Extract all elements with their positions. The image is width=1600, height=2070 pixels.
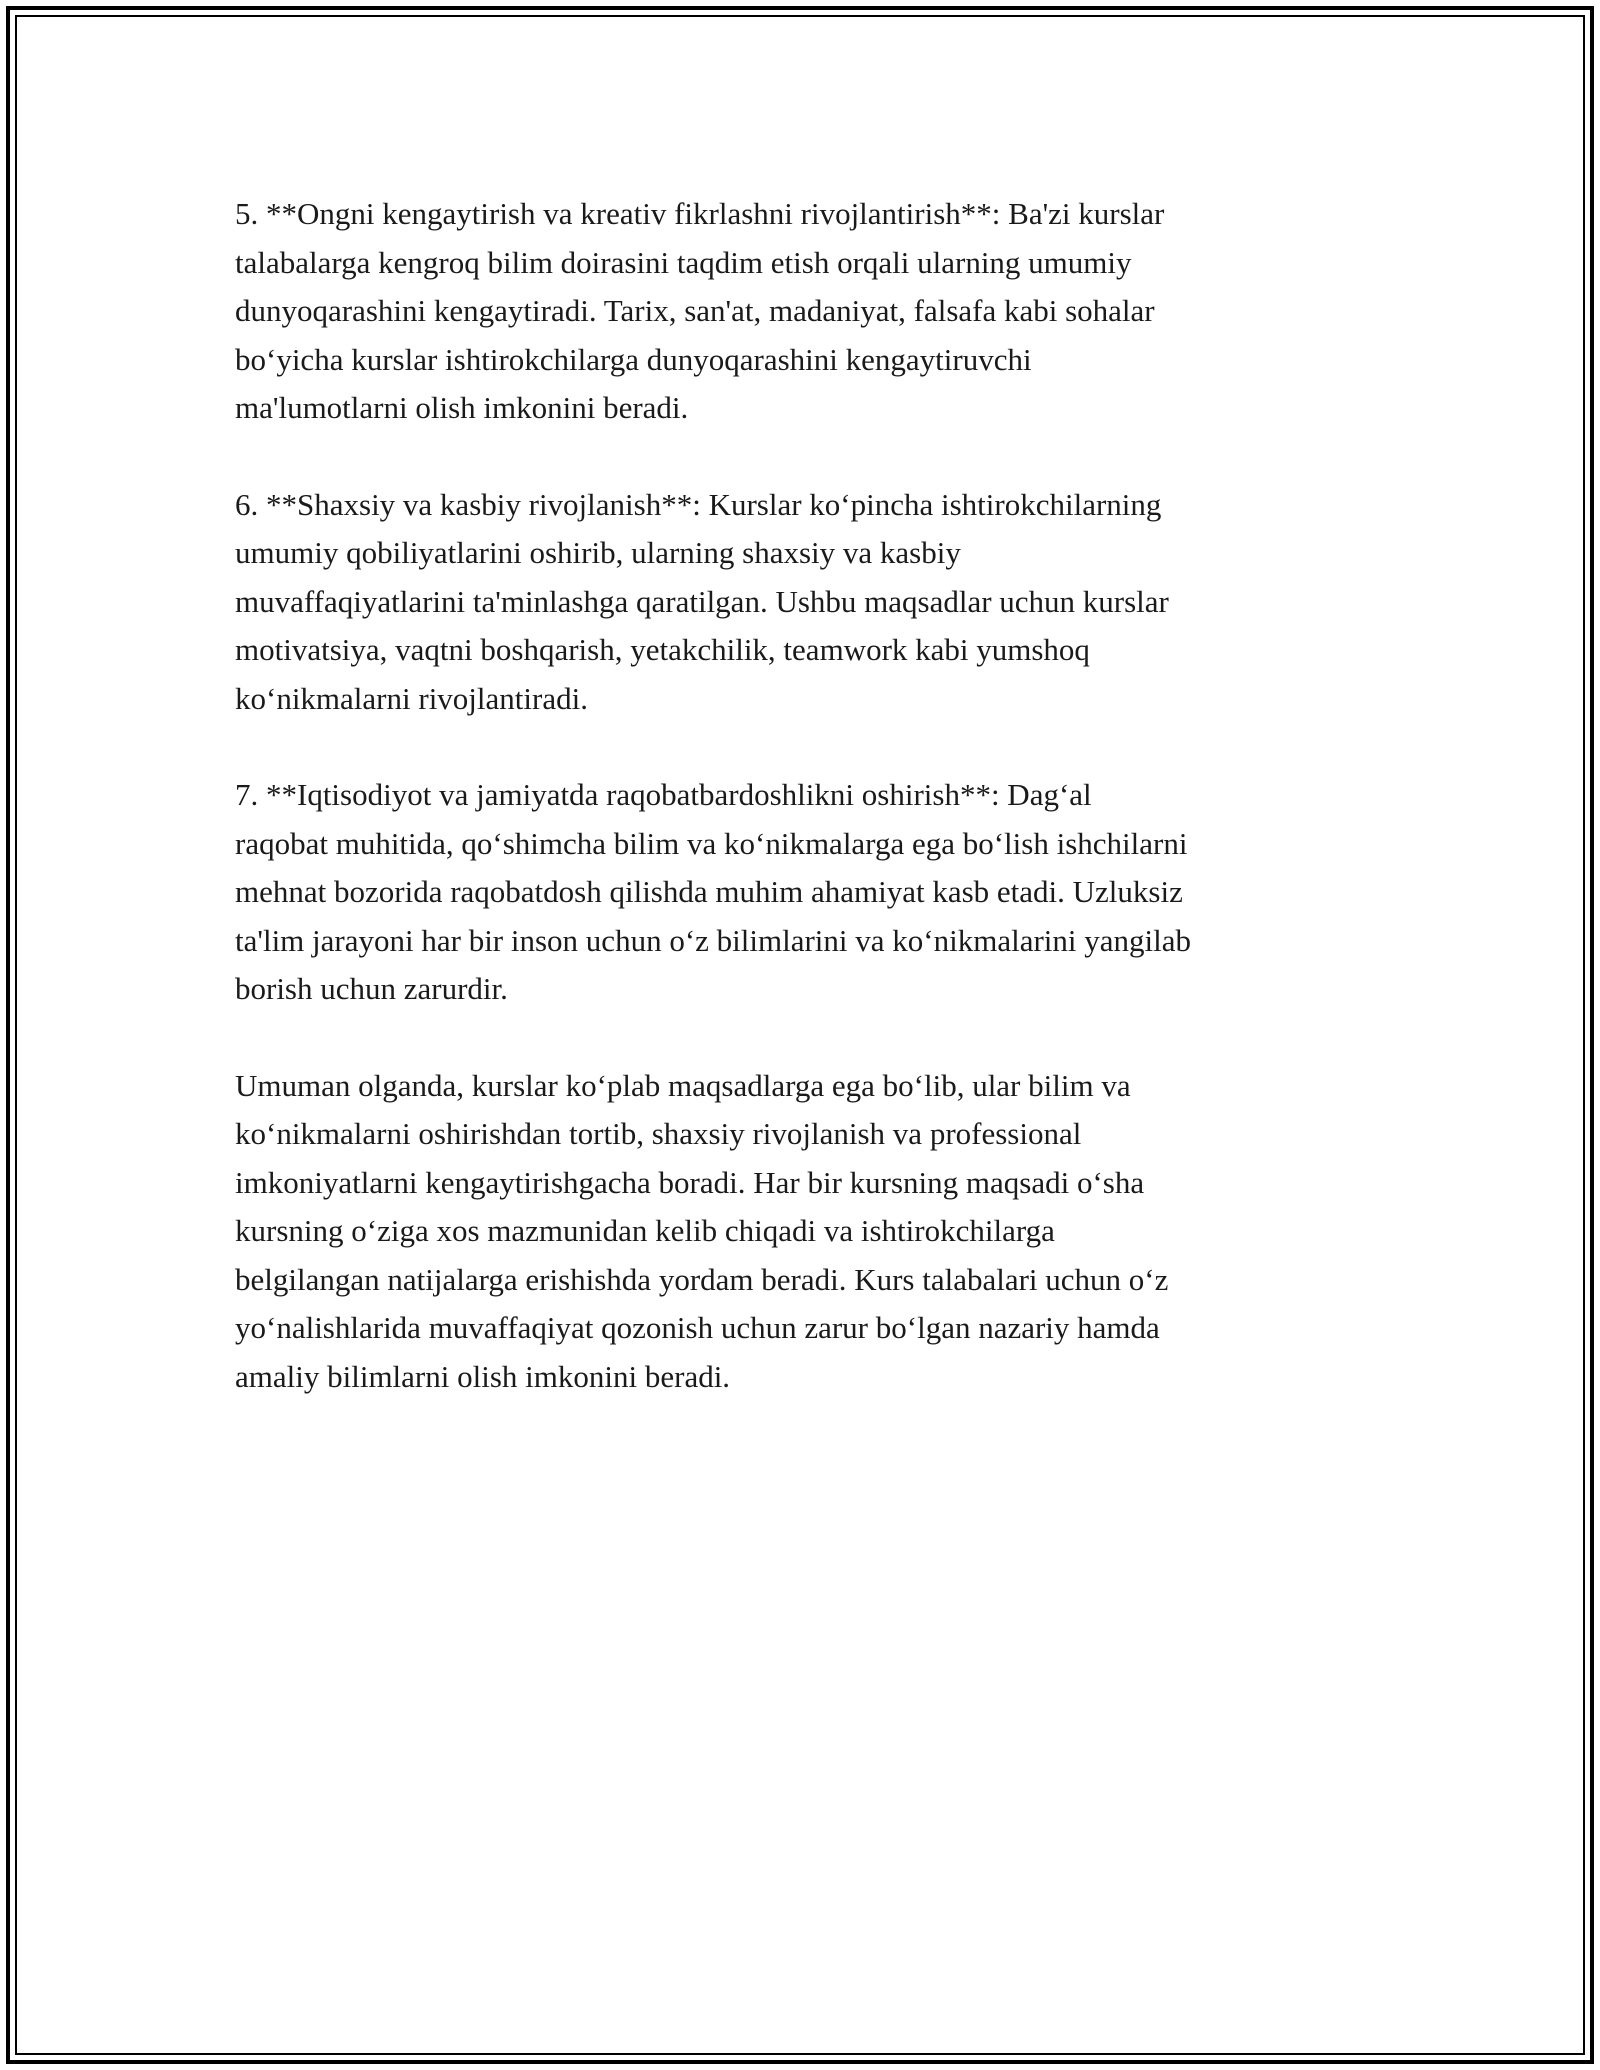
document-body (235, 190, 1375, 1401)
paragraph-item-7: 7. **Iqtisodiyot va jamiyatda raqobatbardoshlikni oshirish**: Dag‘al raqobat muhitida, qo‘shimcha bilim va ko‘nikmalarga ega bo‘lish ishchilarni mehnat bozorida raqobatdosh qilishda muhim ahamiyat kasb etadi. Uzluksiz ta'lim jarayoni har bir inson uchun o‘z bilimlarini va ko‘nikmalarini yangilab borish uchun zarurdir. (235, 777, 1192, 1006)
paragraph-item-5: 5. **Ongni kengaytirish va kreativ fikrlashni rivojlantirish**: Ba'zi kurslar talabalarga kengroq bilim doirasini taqdim etish orqali ularning umumiy dunyoqarashini kengaytiradi. Tarix, san'at, madaniyat, falsafa kabi sohalar bo‘yicha kurslar ishtirokchilarga dunyoqarashini kengaytiruvchi ma'lumotlarni olish imkonini beradi. (235, 196, 1165, 425)
paragraph-item-6: 6. **Shaxsiy va kasbiy rivojlanish**: Kurslar ko‘pincha ishtirokchilarning umumiy qobiliyatlarini oshirib, ularning shaxsiy va kasbiy muvaffaqiyatlarini ta'minlashga qaratilgan. Ushbu maqsadlar uchun kurslar motivatsiya, vaqtni boshqarish, yetakchilik, teamwork kabi yumshoq ko‘nikmalarni rivojlantiradi. (235, 486, 1169, 716)
paragraph-conclusion: Umuman olganda, kurslar ko‘plab maqsadlarga ega bo‘lib, ular bilim va ko‘nikmalarni oshirishdan tortib, shaxsiy rivojlanish va professional imkoniyatlarni kengaytirishgacha boradi. Har bir kursning maqsadi o‘sha kursning o‘ziga xos mazmunidan kelib chiqadi va ishtirokchilarga belgilangan natijalarga erishishda yordam beradi. Kurs talabalari uchun o‘z yo‘nalishlarida muvaffaqiyat qozonish uchun zarur bo‘lgan nazariy hamda amaliy bilimlarni olish imkonini beradi. (235, 1067, 1169, 1394)
